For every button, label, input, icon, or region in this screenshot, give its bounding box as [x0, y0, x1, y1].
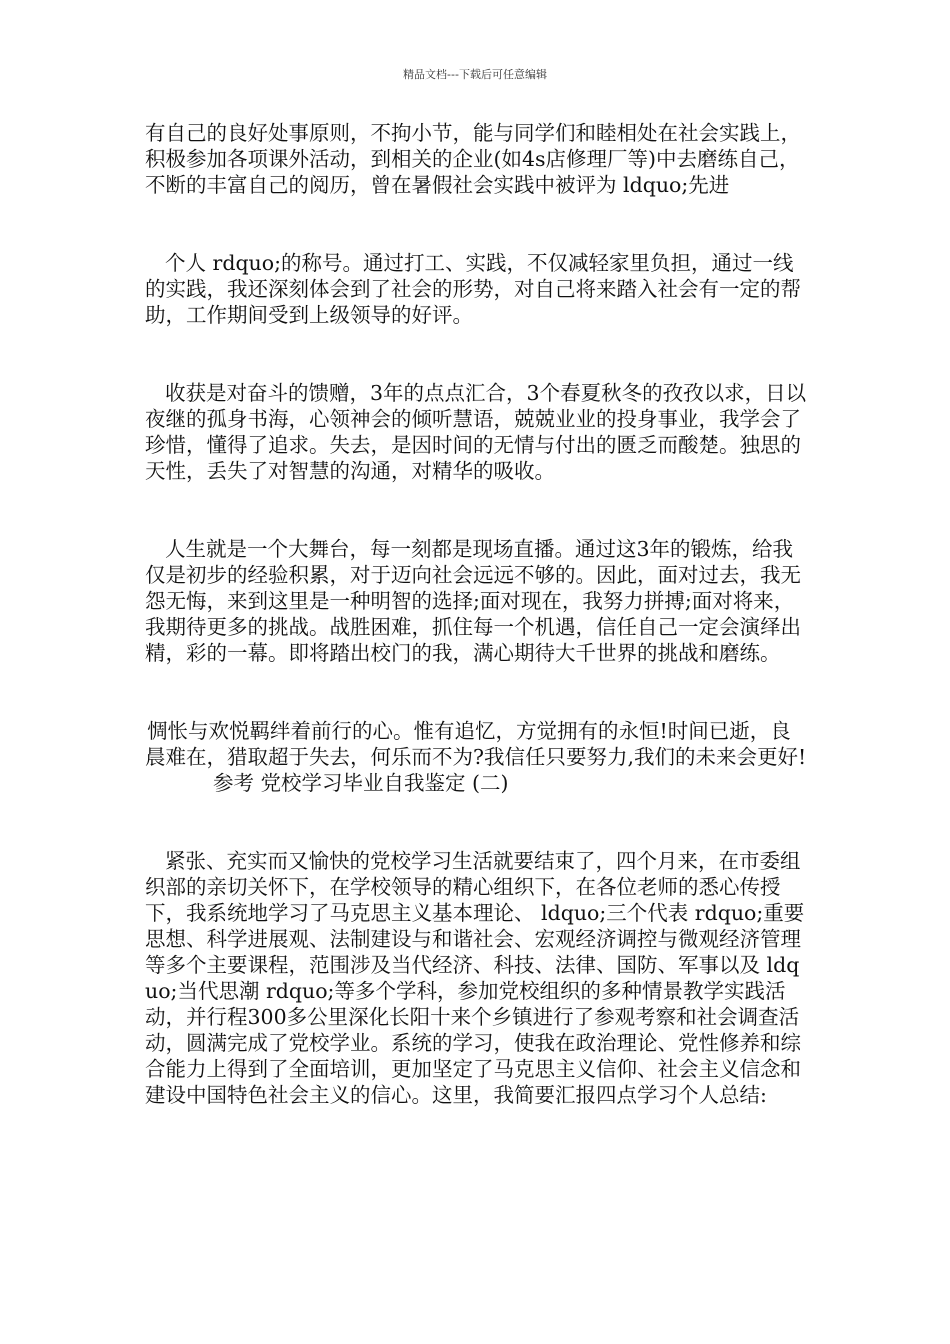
paragraph: 收获是对奋斗的馈赠，3年的点点汇合，3个春夏秋冬的孜孜以求，日以夜继的孤身书海，心领神会的倾听慧语，兢兢业业的投身事业，我学会了珍惜，懂得了追求。失去，是因时间的无情与付出的匮乏而酸楚。独思的天性，丢失了对智慧的沟通，对精华的吸收。	[145, 381, 807, 483]
paragraph: 个人 rdquo;的称号。通过打工、实践，不仅减轻家里负担，通过一线的实践，我还深刻体会到了社会的形势，对自己将来踏入社会有一定的帮助，工作期间受到上级领导的好评。	[145, 251, 801, 327]
paragraph: 人生就是一个大舞台，每一刻都是现场直播。通过这3年的锻炼，给我仅是初步的经验积累，对于迈向社会远远不够的。因此，面对过去，我无怨无悔，来到这里是一种明智的选择;面对现在，我努力拼搏;面对将来，我期待更多的挑战。战胜困难，抓住每一个机遇，信任自己一定会演绎出精，彩的一幕。即将踏出校门的我，满心期待大千世界的挑战和磨练。	[145, 537, 801, 665]
paragraph: 有自己的良好处事原则，不拘小节，能与同学们和睦相处在社会实践上，积极参加各项课外活动，到相关的企业(如4s店修理厂等)中去磨练自己，不断的丰富自己的阅历，曾在暑假社会实践中被评为 ldquo;先进	[145, 121, 801, 197]
page-header: 精品文档---下载后可任意编辑	[403, 68, 547, 81]
section-heading: 参考 党校学习毕业自我鉴定 (二)	[213, 771, 509, 795]
paragraph: 惆怅与欢悦羁绊着前行的心。惟有追忆，方觉拥有的永恒!时间已逝，良晨难在，猎取超于失去，何乐而不为?我信任只要努力,我们的未来会更好!	[145, 719, 807, 769]
document-body	[145, 120, 810, 1108]
paragraph: 紧张、充实而又愉快的党校学习生活就要结束了，四个月来，在市委组织部的亲切关怀下，在学校领导的精心组织下，在各位老师的悉心传授下，我系统地学习了马克思主义基本理论、 ldquo;三个代表 rdquo;重要思想、科学进展观、法制建设与和谐社会、宏观经济调控与微观经济管理等多个主要课程，范围涉及当代经济、科技、法律、国防、军事以及 ldquo;当代思潮 rdquo;等多个学科，参加党校组织的多种情景教学实践活动，并行程300多公里深化长阳十来个乡镇进行了参观考察和社会调查活动，圆满完成了党校学业。系统的学习，使我在政治理论、党性修养和综合能力上得到了全面培训，更加坚定了马克思主义信仰、社会主义信念和建设中国特色社会主义的信心。这里，我简要汇报四点学习个人总结:	[145, 849, 805, 1107]
